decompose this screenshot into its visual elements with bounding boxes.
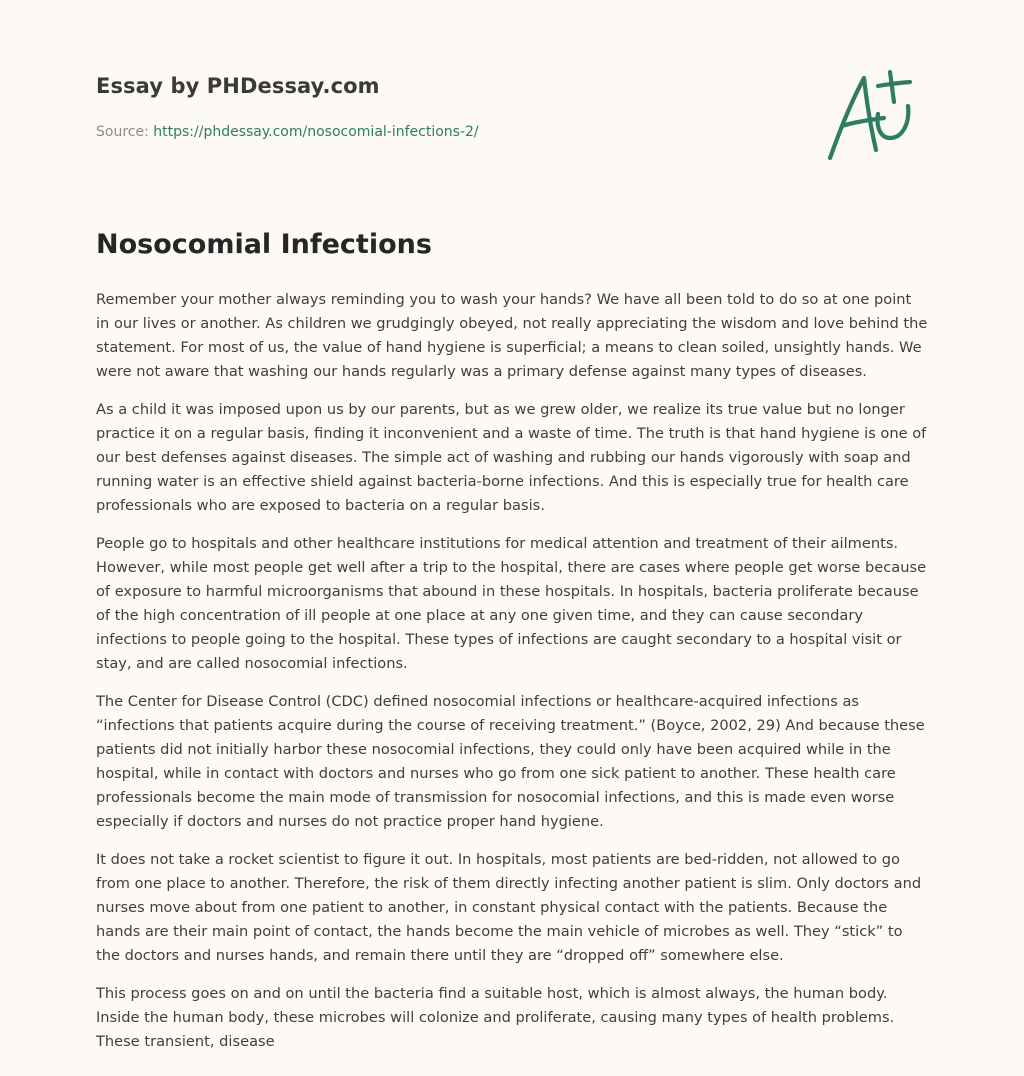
essay-body <box>96 288 928 1054</box>
essay-paragraph: As a child it was imposed upon us by our parents, but as we grew older, we realize its true value but no longer practice it on a regular basis, finding it inconvenient and a waste of time. The truth is that hand hygiene is one of our best defenses against diseases. The simple act of washing and rubbing our hands vigorously with soap and running water is an effective shield against bacteria-borne infections. And this is especially true for health care professionals who are exposed to bacteria on a regular basis. <box>96 401 927 514</box>
essay-paragraph: This process goes on and on until the bacteria find a suitable host, which is almost always, the human body. Inside the human body, these microbes will colonize and proliferate, causing many types of health problems. These transient, disease <box>96 985 895 1050</box>
a-plus-logo-icon <box>824 66 930 166</box>
essay-paragraph: People go to hospitals and other healthcare institutions for medical attention and treatment of their ailments. However, while most people get well after a trip to the hospital, there are cases where people get worse because of exposure to harmful microorganisms that abound in these hospitals. In hospitals, bacteria proliferate because of the high concentration of ill people at one place at any one given time, and they can cause secondary infections to people going to the hospital. These types of infections are caught secondary to a hospital visit or stay, and are called nosocomial infections. <box>96 535 927 672</box>
essay-title: Nosocomial Infections <box>96 229 432 260</box>
brand-title: Essay by PHDessay.com <box>96 74 380 98</box>
source-label: Source: <box>96 124 149 140</box>
source-line <box>96 124 479 140</box>
essay-paragraph: The Center for Disease Control (CDC) defined nosocomial infections or healthcare-acquired infections as “infections that patients acquire during the course of receiving treatment.” (Boyce, 2002, 29) And because these patients did not initially harbor these nosocomial infections, they could only have been acquired while in the hospital, while in contact with doctors and nurses who go from one sick patient to another. These health care professionals become the main mode of transmission for nosocomial infections, and this is made even worse especially if doctors and nurses do not practice proper hand hygiene. <box>96 693 925 830</box>
essay-paragraph: It does not take a rocket scientist to figure it out. In hospitals, most patients are bed-ridden, not allowed to go from one place to another. Therefore, the risk of them directly infecting another patient is slim. Only doctors and nurses move about from one patient to another, in constant physical contact with the patients. Because the hands are their main point of contact, the hands become the main vehicle of microbes as well. They “stick” to the doctors and nurses hands, and remain there until they are “dropped off” somewhere else. <box>96 851 922 964</box>
essay-paragraph: Remember your mother always reminding you to wash your hands? We have all been told to do so at one point in our lives or another. As children we grudgingly obeyed, not really appreciating the wisdom and love behind the statement. For most of us, the value of hand hygiene is superficial; a means to clean soiled, unsightly hands. We were not aware that washing our hands regularly was a primary defense against many types of diseases. <box>96 291 928 380</box>
source-link[interactable]: https://phdessay.com/nosocomial-infections-2/ <box>153 124 479 140</box>
page-header <box>96 0 928 200</box>
